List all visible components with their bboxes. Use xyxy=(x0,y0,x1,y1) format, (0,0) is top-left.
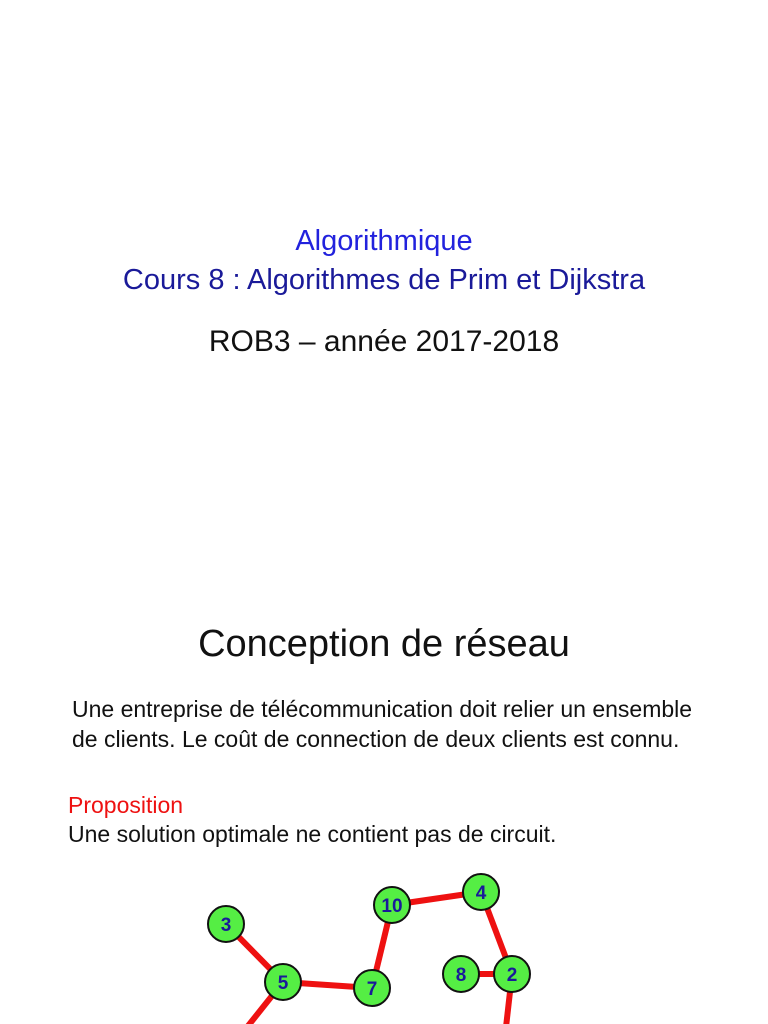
course-title xyxy=(0,222,768,300)
proposition-text: Une solution optimale ne contient pas de circuit. xyxy=(68,821,557,847)
network-graph xyxy=(0,576,768,1024)
graph-node-label: 10 xyxy=(381,896,403,917)
graph-node-4 xyxy=(463,874,499,910)
graph-node-10 xyxy=(374,887,410,923)
proposition-label: Proposition xyxy=(68,792,184,818)
graph-node-label: 7 xyxy=(366,979,378,1000)
network-design-slide xyxy=(0,576,768,1024)
lecture-title: Cours 8 : Algorithmes de Prim et Dijkstra xyxy=(122,264,646,296)
intro-paragraph: Une entreprise de télécommunication doit relier un ensemble de clients. Le coût de connection de deux clients est connu. xyxy=(72,696,693,752)
graph-node-5 xyxy=(265,964,301,1000)
graph-node-7 xyxy=(354,970,390,1006)
graph-node-label: 3 xyxy=(220,915,232,936)
graph-node-label: 4 xyxy=(475,883,487,904)
graph-node-label: 8 xyxy=(455,965,467,986)
slide-heading: Conception de réseau xyxy=(198,623,570,665)
course-name: Algorithmique xyxy=(295,225,473,257)
graph-node-label: 2 xyxy=(506,965,518,986)
course-year: ROB3 – année 2017-2018 xyxy=(208,325,560,358)
graph-node-8 xyxy=(443,956,479,992)
graph-node-label: 5 xyxy=(277,973,289,994)
graph-node-3 xyxy=(208,906,244,942)
graph-node-2 xyxy=(494,956,530,992)
